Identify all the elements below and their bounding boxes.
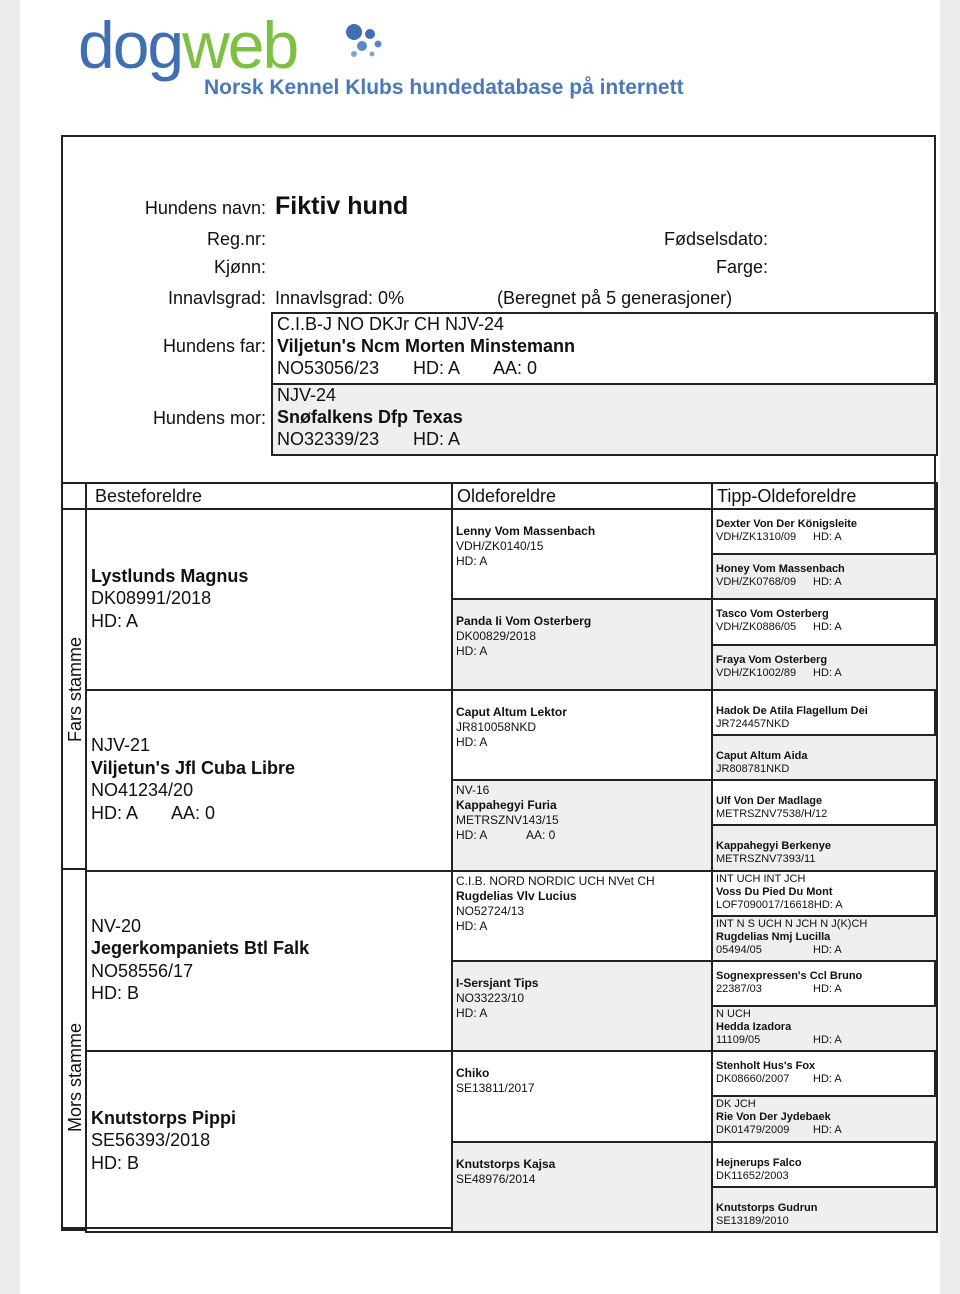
father-reg: NO53056/23 bbox=[277, 358, 380, 378]
gen4-name: Ulf Von Der Madlage bbox=[716, 795, 823, 808]
mother-box[interactable] bbox=[271, 383, 938, 456]
gen3-reg: JR810058NKD bbox=[456, 719, 537, 734]
father-name: Viljetun's Ncm Morten Minstemann bbox=[277, 336, 575, 356]
gen2-cell[interactable] bbox=[85, 689, 453, 872]
gen4-name: Rugdelias Nmj Lucilla bbox=[716, 930, 831, 943]
gen3-hd bbox=[456, 1006, 538, 1021]
gen4-cell[interactable] bbox=[711, 1186, 938, 1233]
gen3-hd bbox=[456, 828, 559, 843]
gen2-hd-value: HD: A bbox=[91, 610, 139, 631]
gen4-cell[interactable] bbox=[711, 689, 938, 736]
gen4-hd-value: HD: A bbox=[813, 531, 842, 543]
gen3-hd bbox=[456, 735, 567, 750]
father-hd: HD: A bbox=[413, 358, 461, 378]
gen3-cell[interactable] bbox=[451, 689, 713, 781]
gen2-cell[interactable] bbox=[85, 1050, 453, 1233]
gen3-name: Knutstorps Kajsa bbox=[456, 1156, 556, 1171]
gen3-name: Panda Ii Vom Osterberg bbox=[456, 614, 592, 629]
mother-label: Hundens mor: bbox=[152, 408, 266, 428]
gen2-hd bbox=[91, 610, 248, 633]
gen4-hd-value: HD: A bbox=[813, 898, 843, 911]
gen4-cell[interactable] bbox=[711, 1141, 938, 1188]
gen4-reg bbox=[716, 983, 862, 996]
gen4-reg bbox=[716, 667, 842, 680]
gen4-reg bbox=[716, 1124, 842, 1137]
gen4-name: Hedda Izadora bbox=[716, 1021, 792, 1034]
gen2-name: Lystlunds Magnus bbox=[91, 565, 249, 586]
gen4-cell[interactable] bbox=[711, 870, 938, 917]
gen4-cell[interactable] bbox=[711, 824, 938, 871]
gen4-cell[interactable] bbox=[711, 644, 938, 691]
gen4-reg-value: VDH/ZK0768/09 bbox=[716, 576, 797, 589]
gen2-aa-value: AA: 0 bbox=[171, 802, 216, 823]
gen3-hd-value: HD: A bbox=[456, 828, 488, 843]
gen4-cell[interactable] bbox=[711, 1005, 938, 1052]
logo-wordmark bbox=[78, 8, 298, 82]
gen3-reg: NO52724/13 bbox=[456, 903, 525, 918]
gen4-name: Caput Altum Aida bbox=[716, 749, 808, 762]
gen4-titles: DK JCH bbox=[716, 1098, 756, 1111]
gen4-reg: SE13189/2010 bbox=[716, 1214, 789, 1227]
sex-label: Kjønn: bbox=[213, 257, 266, 277]
gen4-reg-value: VDH/ZK1310/09 bbox=[716, 531, 797, 543]
header-gen4 bbox=[711, 482, 938, 510]
father-label: Hundens far: bbox=[162, 336, 266, 356]
gen3-name: I-Sersjant Tips bbox=[456, 975, 539, 990]
father-box[interactable] bbox=[271, 312, 938, 385]
header-gen3-label: Oldeforeldre bbox=[457, 486, 557, 506]
gen4-hd-value: HD: A bbox=[813, 576, 842, 589]
birth-label: Fødselsdato: bbox=[663, 229, 768, 249]
gen3-name: Caput Altum Lektor bbox=[456, 704, 567, 719]
father-titles: C.I.B-J NO DKJr CH NJV-24 bbox=[277, 314, 505, 334]
gen4-reg: JR808781NKD bbox=[716, 762, 790, 775]
header-gen3 bbox=[451, 482, 713, 510]
gen3-hd bbox=[456, 919, 655, 934]
gen4-reg bbox=[716, 1073, 842, 1086]
fars-stamme-label: Fars stamme bbox=[65, 636, 85, 742]
gen2-titles: NJV-21 bbox=[91, 735, 151, 756]
gen4-hd-value: HD: A bbox=[813, 666, 842, 679]
gen4-name: Hejnerups Falco bbox=[716, 1156, 802, 1169]
gen2-name: Knutstorps Pippi bbox=[91, 1107, 236, 1128]
gen4-reg-value: 11109/05 bbox=[716, 1034, 761, 1047]
color-label: Farge: bbox=[715, 257, 768, 277]
header-gen2-label: Besteforeldre bbox=[95, 486, 203, 506]
gen4-titles: INT UCH INT JCH bbox=[716, 872, 806, 885]
inbreeding-note: (Beregnet på 5 generasjoner) bbox=[497, 288, 733, 308]
gen2-hd bbox=[91, 982, 309, 1005]
gen4-reg bbox=[716, 576, 845, 589]
fars-side bbox=[61, 508, 87, 870]
gen4-reg bbox=[716, 944, 867, 957]
mors-stamme-label: Mors stamme bbox=[65, 1022, 85, 1132]
gen4-name: Dexter Von Der Königsleite bbox=[716, 518, 857, 530]
gen4-cell[interactable] bbox=[711, 598, 938, 645]
logo-dots-icon bbox=[340, 22, 390, 62]
gen4-reg-value: DK01479/2009 bbox=[716, 1124, 790, 1137]
gen4-reg-value: 05494/05 bbox=[716, 943, 762, 956]
gen4-cell[interactable] bbox=[711, 779, 938, 826]
gen4-cell[interactable] bbox=[711, 1050, 938, 1097]
header-spacer bbox=[61, 482, 87, 510]
gen2-reg: NO41234/20 bbox=[91, 780, 194, 801]
pedigree-frame bbox=[61, 135, 936, 1229]
gen2-cell[interactable] bbox=[85, 870, 453, 1053]
gen3-reg: SE48976/2014 bbox=[456, 1171, 536, 1186]
gen3-name: Lenny Vom Massenbach bbox=[456, 524, 596, 538]
gen4-reg bbox=[716, 621, 842, 634]
mother-hd: HD: A bbox=[413, 429, 461, 449]
gen2-reg: NO58556/17 bbox=[91, 960, 194, 981]
gen3-hd bbox=[456, 644, 591, 659]
gen4-cell[interactable] bbox=[711, 734, 938, 781]
gen3-hd-value: HD: A bbox=[456, 644, 488, 659]
gen4-hd-value: HD: A bbox=[813, 1124, 842, 1137]
gen2-titles: NV-20 bbox=[91, 915, 142, 936]
gen4-reg-value: 22387/03 bbox=[716, 982, 762, 995]
gen3-cell[interactable] bbox=[451, 960, 713, 1052]
gen4-hd-value: HD: A bbox=[813, 982, 842, 995]
gen4-reg: JR724457NKD bbox=[716, 717, 790, 730]
gen4-name: Kappahegyi Berkenye bbox=[716, 840, 831, 853]
header-gen4-label: Tipp-Oldeforeldre bbox=[717, 486, 857, 506]
dogweb-logo[interactable] bbox=[78, 8, 718, 107]
gen3-hd-value: HD: A bbox=[456, 1005, 488, 1020]
gen3-reg: DK00829/2018 bbox=[456, 629, 537, 644]
inbreeding-value: Innavlsgrad: 0% bbox=[275, 288, 405, 308]
reg-label: Reg.nr: bbox=[206, 229, 266, 249]
gen4-name: Knutstorps Gudrun bbox=[716, 1201, 818, 1214]
gen4-reg: DK11652/2003 bbox=[716, 1169, 789, 1182]
gen4-reg bbox=[716, 899, 843, 912]
gen4-cell[interactable] bbox=[711, 960, 938, 1007]
gen4-name: Rie Von Der Jydebaek bbox=[716, 1111, 831, 1124]
father-aa: AA: 0 bbox=[493, 358, 538, 378]
inbreeding-label: Innavlsgrad: bbox=[167, 288, 266, 308]
gen3-reg: VDH/ZK0140/15 bbox=[456, 539, 544, 553]
gen3-cell[interactable] bbox=[451, 598, 713, 690]
gen4-reg-value: DK08660/2007 bbox=[716, 1073, 790, 1086]
gen3-titles: C.I.B. NORD NORDIC UCH NVet CH bbox=[456, 873, 655, 888]
gen4-cell[interactable] bbox=[711, 1095, 938, 1142]
gen3-cell[interactable] bbox=[451, 870, 713, 962]
gen4-reg-value: VDH/ZK1002/89 bbox=[716, 666, 797, 679]
gen3-hd-value: HD: A bbox=[456, 554, 488, 568]
gen4-reg: METRSZNV7538/H/12 bbox=[716, 808, 828, 821]
gen3-cell[interactable] bbox=[451, 779, 713, 871]
gen2-hd-value: HD: B bbox=[91, 983, 140, 1004]
gen2-hd bbox=[91, 1152, 236, 1175]
mother-titles: NJV-24 bbox=[277, 385, 337, 405]
gen2-cell[interactable] bbox=[85, 508, 453, 691]
gen3-hd-value: HD: A bbox=[456, 734, 488, 749]
gen3-name: Kappahegyi Furia bbox=[456, 798, 557, 813]
gen4-titles: N UCH bbox=[716, 1008, 751, 1021]
gen4-name: Honey Vom Massenbach bbox=[716, 563, 845, 576]
gen4-name: Voss Du Pied Du Mont bbox=[716, 885, 833, 898]
gen4-titles: INT N S UCH N JCH N J(K)CH bbox=[716, 917, 868, 930]
gen4-hd-value: HD: A bbox=[813, 1034, 842, 1047]
gen4-cell[interactable] bbox=[711, 915, 938, 962]
gen2-hd bbox=[91, 802, 295, 825]
gen4-name: Sognexpressen's Ccl Bruno bbox=[716, 969, 863, 982]
gen2-reg: SE56393/2018 bbox=[91, 1130, 211, 1151]
gen3-reg: SE13811/2017 bbox=[456, 1081, 535, 1096]
logo-subtitle: Norsk Kennel Klubs hundedatabase på internett bbox=[204, 76, 684, 99]
gen4-reg: METRSZNV7393/11 bbox=[716, 853, 816, 866]
gen2-hd-value: HD: A bbox=[91, 802, 139, 823]
name-label: Hundens navn: bbox=[144, 198, 266, 218]
gen2-name: Viljetun's Jfl Cuba Libre bbox=[91, 757, 295, 778]
gen3-cell[interactable] bbox=[451, 1050, 713, 1142]
gen2-reg: DK08991/2018 bbox=[91, 588, 212, 609]
gen3-cell[interactable] bbox=[451, 508, 713, 600]
gen4-name: Hadok De Atila Flagellum Dei bbox=[716, 704, 868, 717]
gen4-reg-value: VDH/ZK0886/05 bbox=[716, 621, 797, 634]
mors-side bbox=[61, 868, 87, 1231]
gen4-name: Stenholt Hus's Fox bbox=[716, 1060, 816, 1073]
gen3-hd-value: HD: A bbox=[456, 918, 488, 933]
header-gen2 bbox=[85, 482, 453, 510]
mother-name: Snøfalkens Dfp Texas bbox=[277, 407, 463, 427]
gen3-hd bbox=[456, 554, 595, 569]
gen3-aa-value: AA: 0 bbox=[526, 828, 556, 843]
gen4-hd-value: HD: A bbox=[813, 943, 842, 956]
gen4-reg bbox=[716, 531, 857, 544]
gen2-hd-value: HD: B bbox=[91, 1152, 140, 1173]
gen3-reg: NO33223/10 bbox=[456, 990, 525, 1005]
logo-web: web bbox=[182, 8, 298, 82]
gen3-cell[interactable] bbox=[451, 1141, 713, 1233]
gen4-name: Tasco Vom Osterberg bbox=[716, 608, 829, 621]
gen4-reg bbox=[716, 1034, 842, 1047]
logo-dog: dog bbox=[78, 8, 183, 82]
gen3-reg: METRSZNV143/15 bbox=[456, 813, 559, 828]
gen4-cell[interactable] bbox=[711, 553, 938, 600]
page bbox=[20, 0, 940, 1294]
gen4-reg-value: LOF7090017/16618 bbox=[716, 898, 814, 911]
mother-reg: NO32339/23 bbox=[277, 429, 380, 449]
gen4-cell[interactable] bbox=[711, 508, 938, 555]
dog-name: Fiktiv hund bbox=[275, 192, 409, 220]
gen3-name: Chiko bbox=[456, 1066, 490, 1081]
gen2-name: Jegerkompaniets Btl Falk bbox=[91, 938, 310, 959]
gen4-hd-value: HD: A bbox=[813, 621, 842, 634]
gen3-name: Rugdelias Vlv Lucius bbox=[456, 888, 577, 903]
gen4-name: Fraya Vom Osterberg bbox=[716, 653, 828, 666]
gen3-titles: NV-16 bbox=[456, 783, 490, 798]
gen4-hd-value: HD: A bbox=[813, 1073, 842, 1086]
